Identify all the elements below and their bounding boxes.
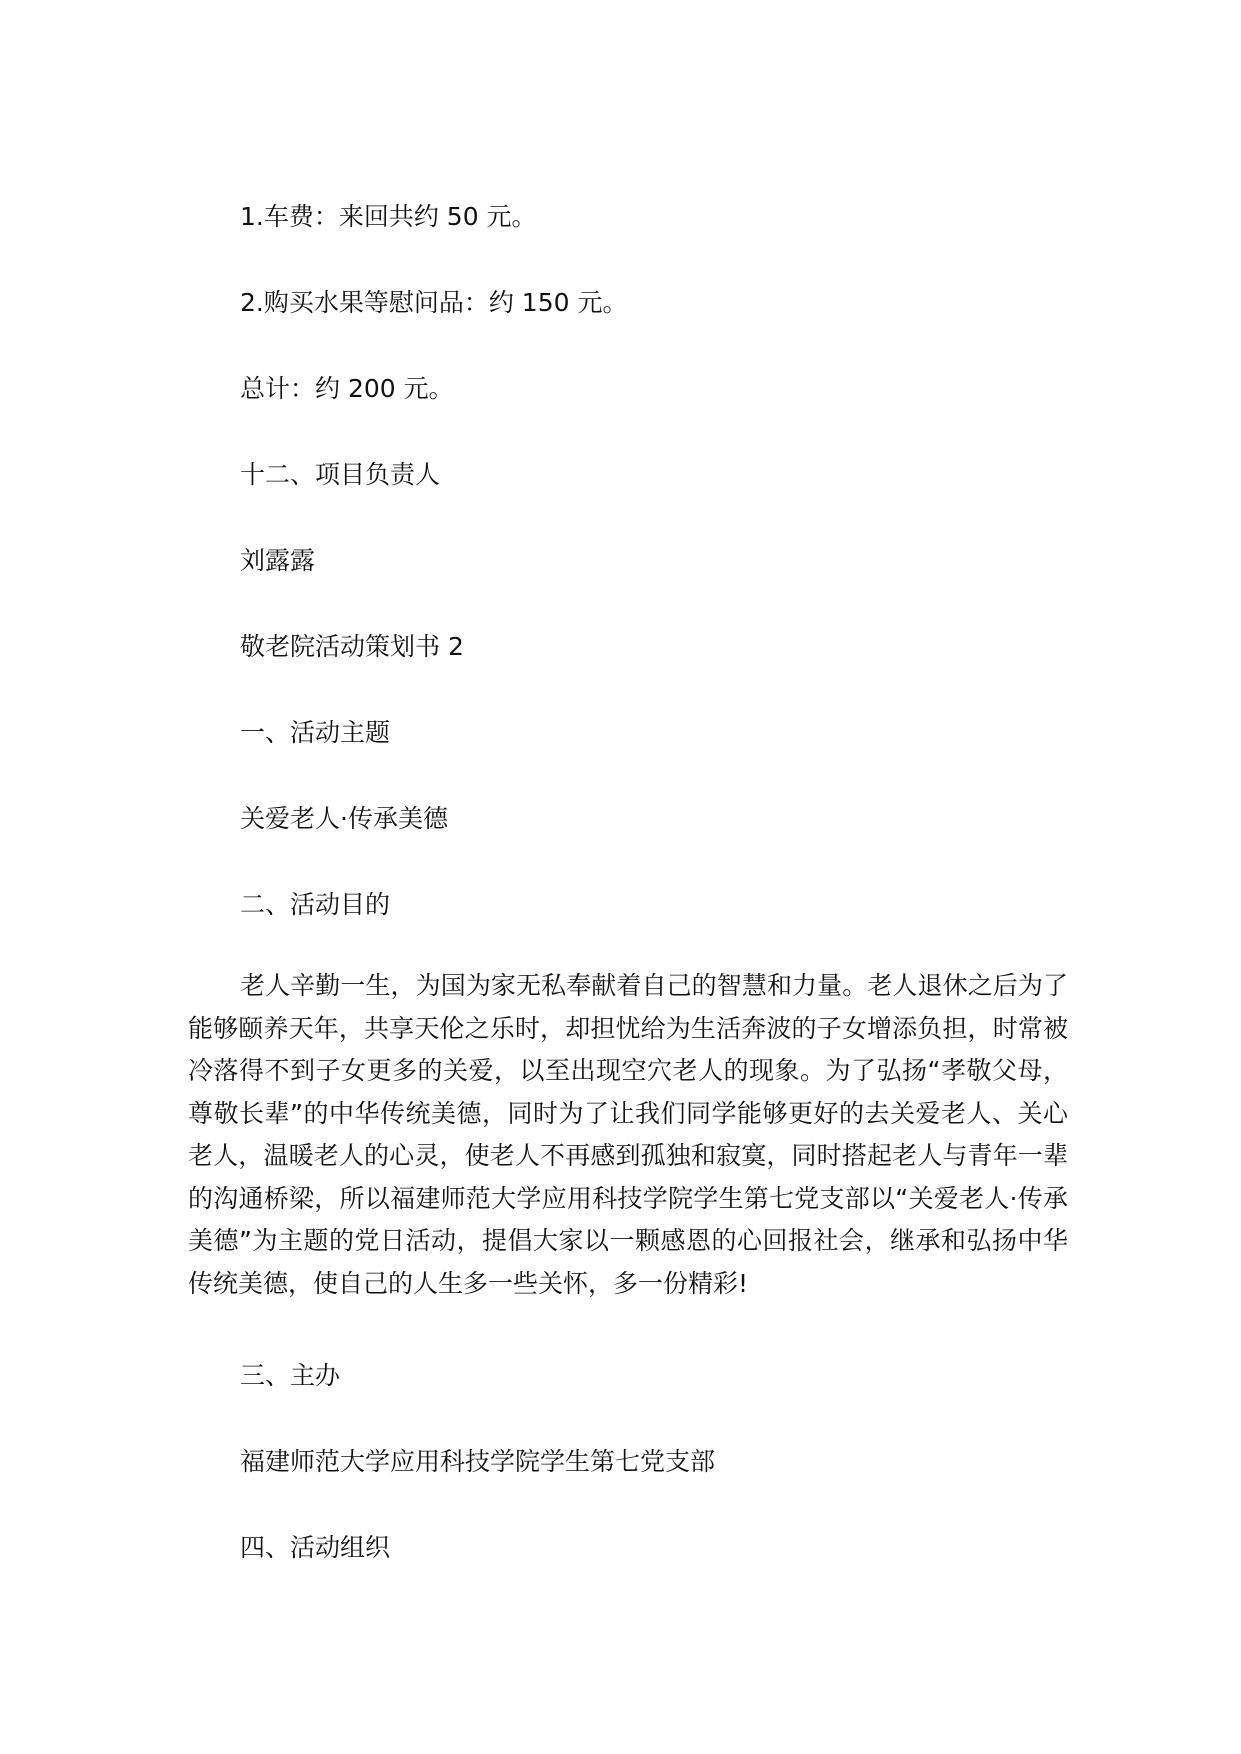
budget-item-transport: 1.车费：来回共约 50 元。 — [240, 202, 537, 231]
host-organization: 福建师范大学应用科技学院学生第七党支部 — [240, 1447, 716, 1476]
purpose-paragraph: 老人辛勤一生，为国为家无私奉献着自己的智慧和力量。老人退休之后为了能够颐养天年，共享天伦之乐时，却担忧给为生活奔波的子女增添负担，时常被冷落得不到子女更多的关爱，以至出现空穴老人的现象。为了弘扬“孝敬父母，尊敬长辈”的中华传统美德，同时为了让我们同学能够更好的去关爱老人、关心老人，温暖老人的心灵，使老人不再感到孤独和寂寞，同时搭起老人与青年一辈的沟通桥梁，所以福建师范大学应用科技学院学生第七党支部以“关爱老人·传承美德”为主题的党日活动，提倡大家以一颗感恩的心回报社会，继承和弘扬中华传统美德，使自己的人生多一些关怀，多一份精彩! — [188, 971, 1068, 1298]
activity-theme: 关爱老人·传承美德 — [240, 804, 448, 833]
budget-total: 总计：约 200 元。 — [240, 374, 454, 403]
section-heading-purpose: 二、活动目的 — [240, 890, 391, 919]
project-lead-name: 刘露露 — [240, 546, 316, 575]
section-heading-project-lead: 十二、项目负责人 — [240, 460, 441, 489]
section-heading-organization: 四、活动组织 — [240, 1533, 391, 1562]
section-heading-theme: 一、活动主题 — [240, 718, 391, 747]
budget-item-gifts: 2.购买水果等慰问品：约 150 元。 — [240, 288, 628, 317]
document-title: 敬老院活动策划书 2 — [240, 632, 464, 661]
section-heading-host: 三、主办 — [240, 1361, 341, 1390]
